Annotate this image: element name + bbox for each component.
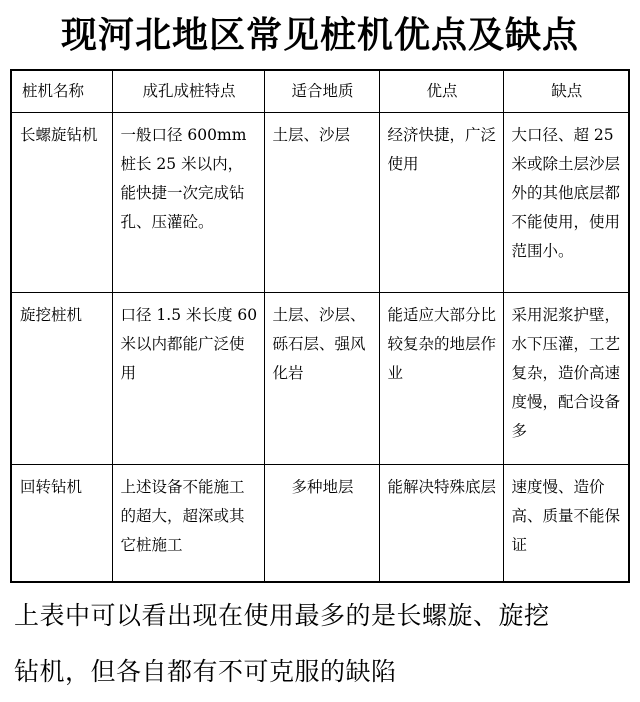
cell-cons: 速度慢、造价高、质量不能保证 — [503, 464, 629, 582]
summary-text — [14, 588, 630, 700]
cell-geology: 土层、沙层、砾石层、强风化岩 — [264, 292, 379, 464]
header-machine-name: 桩机名称 — [11, 70, 112, 112]
cell-machine-name: 回转钻机 — [11, 464, 112, 582]
cell-pros: 能解决特殊底层 — [379, 464, 503, 582]
cell-machine-name: 旋挖桩机 — [11, 292, 112, 464]
cell-cons: 采用泥浆护壁，水下压灌，工艺复杂，造价高速度慢，配合设备多 — [503, 292, 629, 464]
header-pros: 优点 — [379, 70, 503, 112]
cell-pros: 经济快捷，广泛使用 — [379, 112, 503, 292]
cell-machine-name: 长螺旋钻机 — [11, 112, 112, 292]
cell-feature: 一般口径 600mm 桩长 25 米以内，能快捷一次完成钻孔、压灌砼。 — [112, 112, 264, 292]
cell-geology: 多种地层 — [264, 464, 379, 582]
cell-geology: 土层、沙层 — [264, 112, 379, 292]
table-row — [11, 464, 629, 582]
header-cons: 缺点 — [503, 70, 629, 112]
cell-feature: 口径 1.5 米长度 60 米以内都能广泛使用 — [112, 292, 264, 464]
pile-machine-table — [10, 69, 630, 583]
table-row — [11, 292, 629, 464]
cell-cons: 大口径、超 25 米或除土层沙层外的其他底层都不能使用，使用范围小。 — [503, 112, 629, 292]
page-title: 现河北地区常见桩机优点及缺点 — [60, 15, 579, 56]
summary-line-2: 钻机，但各自都有不可克服的缺陷 — [14, 657, 397, 686]
cell-feature: 上述设备不能施工的超大，超深或其它桩施工 — [112, 464, 264, 582]
cell-pros: 能适应大部分比较复杂的地层作业 — [379, 292, 503, 464]
header-feature: 成孔成桩特点 — [112, 70, 264, 112]
header-geology: 适合地质 — [264, 70, 379, 112]
table-row — [11, 112, 629, 292]
table-header-row — [11, 70, 629, 112]
summary-line-1: 上表中可以看出现在使用最多的是长螺旋、旋挖 — [14, 601, 550, 630]
